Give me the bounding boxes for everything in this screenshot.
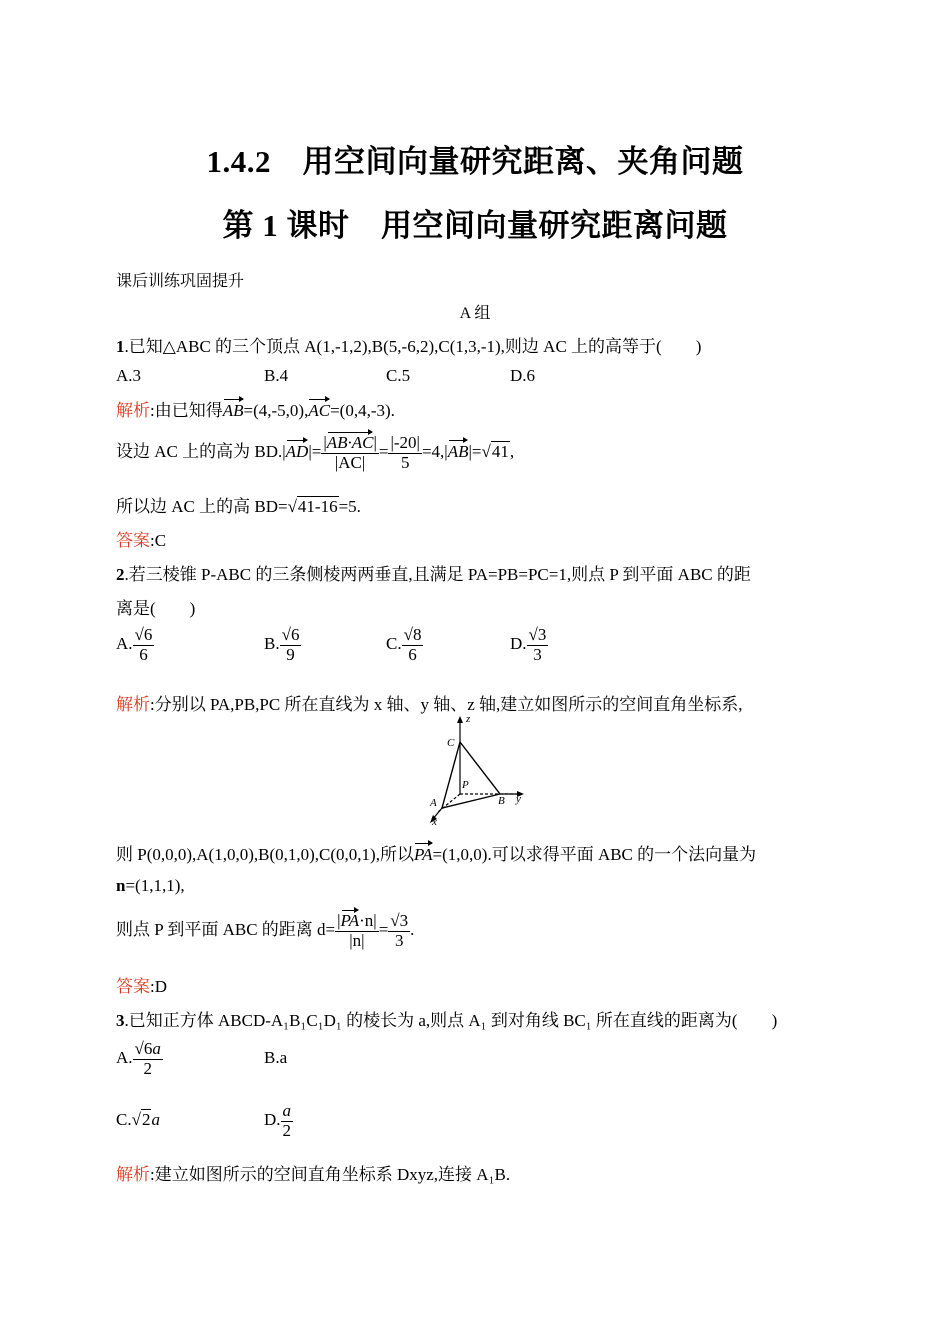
document-subtitle: 第 1 课时 用空间向量研究距离问题 (222, 208, 728, 243)
q2-stem-line2: 离是( ) (116, 599, 196, 618)
label-x: x (432, 816, 437, 828)
q1-daan-label: 答案 (116, 531, 150, 550)
sqrt-41: √41 (481, 442, 509, 462)
label-y: y (516, 793, 521, 805)
q2-solution-line1: 解析:分别以 PA,PB,PC 所在直线为 x 轴、y 轴、z 轴,建立如图所示的空间直角坐标系, (116, 695, 743, 714)
q2-answer: 答案:D (116, 977, 167, 996)
label-b: B (498, 795, 505, 807)
sqrt-41-16: √41-16 (287, 497, 338, 516)
q1-option-c: C.5 (386, 366, 411, 385)
tetrahedron-figure (420, 712, 530, 828)
label-c: C (447, 737, 455, 749)
q3-number: 3 (116, 1011, 125, 1030)
q3-stem: 3.已知正方体 ABCD-A₁B₁C₁D₁ 的棱长为 a,则点 A₁ 到对角线 BC₁ 所在直线的距离为( ) (116, 1011, 778, 1030)
q1-fraction-1 (321, 434, 379, 472)
q2-solution-line4: 则点 P 到平面 ABC 的距离 d= $\frac{|PA\cdot n|}{|n|}$ = $\frac{√3}{3}$ . (116, 911, 415, 950)
q3-option-a: A. $\frac{√6a}{2}$ (116, 1039, 161, 1078)
q3-option-b: B.a (264, 1048, 288, 1067)
vector-ab: AB (222, 401, 244, 420)
q1-solution-line3: 所以边 AC 上的高 BD=√41-16=5. (116, 497, 361, 516)
q2-option-d: D. $\frac{√3}{3}$ (510, 625, 547, 664)
q1-stem (116, 332, 701, 357)
label-a: A (430, 797, 437, 809)
q3-option-c: C.√2a (116, 1110, 160, 1129)
q2-solution-line3: n=(1,1,1), (116, 876, 185, 895)
q2-option-b: B. $\frac{√6}{9}$ (264, 625, 300, 664)
q1-stem-text: .已知△ABC 的三个顶点 A(1,-1,2),B(5,-6,2),C(1,3,-1),则边 AC 上的高等于( ) (124, 337, 702, 356)
q1-jiexi-label: 解析 (116, 401, 150, 420)
triangle-abc (442, 742, 500, 808)
q3-solution: 解析:建立如图所示的空间直角坐标系 Dxyz,连接 A₁B. (116, 1165, 511, 1184)
section-heading: 课后训练巩固提升 (116, 271, 245, 290)
q2-number: 2 (116, 565, 125, 584)
q1-number: 1 (116, 337, 125, 356)
q1-solution-line1: 解析:由已知得AB=(4,-5,0),AC=(0,4,-3). (116, 401, 395, 420)
q1-frac1-num: |AB·AC| (323, 433, 377, 452)
q1-fraction-2: $\frac{|-20|}{5}$ (390, 433, 420, 472)
vector-pa: PA (413, 845, 433, 864)
q3-option-d: D. $\frac{a}{2}$ (264, 1101, 292, 1140)
q1-answer: 答案:C (116, 531, 167, 550)
q1-solution-line2: 设边 AC 上的高为 BD.|AD|= $\frac{|AB\cdot AC|}{|AC|}$ = $\frac{|-20|}{5}$ =4,|AB|=√41, (116, 433, 515, 472)
q1-option-b: B.4 (264, 366, 289, 385)
group-heading: A 组 (459, 305, 491, 322)
vector-ac: AC (308, 401, 331, 420)
label-z: z (466, 713, 471, 725)
label-p: P (462, 779, 469, 791)
q2-option-a: A. $\frac{√6}{6}$ (116, 625, 153, 664)
q1-option-a: A.3 (116, 366, 142, 385)
q2-option-c: C. $\frac{√8}{6}$ (386, 625, 422, 664)
document-title: 1.4.2 用空间向量研究距离、夹角问题 (206, 144, 744, 179)
q2-result-fraction: $\frac{√3}{3}$ (390, 911, 409, 950)
z-arrow (457, 716, 463, 723)
q1-option-d: D.6 (510, 366, 536, 385)
q1-frac1-den: |AC| (334, 452, 366, 472)
q2-stem-line1: 2.若三棱锥 P-ABC 的三条侧棱两两垂直,且满足 PA=PB=PC=1,则点 P 到平面 ABC 的距 (116, 565, 751, 584)
q2-distance-fraction: $\frac{|PA\cdot n|}{|n|}$ (337, 911, 377, 950)
q2-solution-line2: 则 P(0,0,0),A(1,0,0),B(0,1,0),C(0,0,1),所以PA=(1,0,0).可以求得平面 ABC 的一个法向量为 (116, 845, 757, 864)
